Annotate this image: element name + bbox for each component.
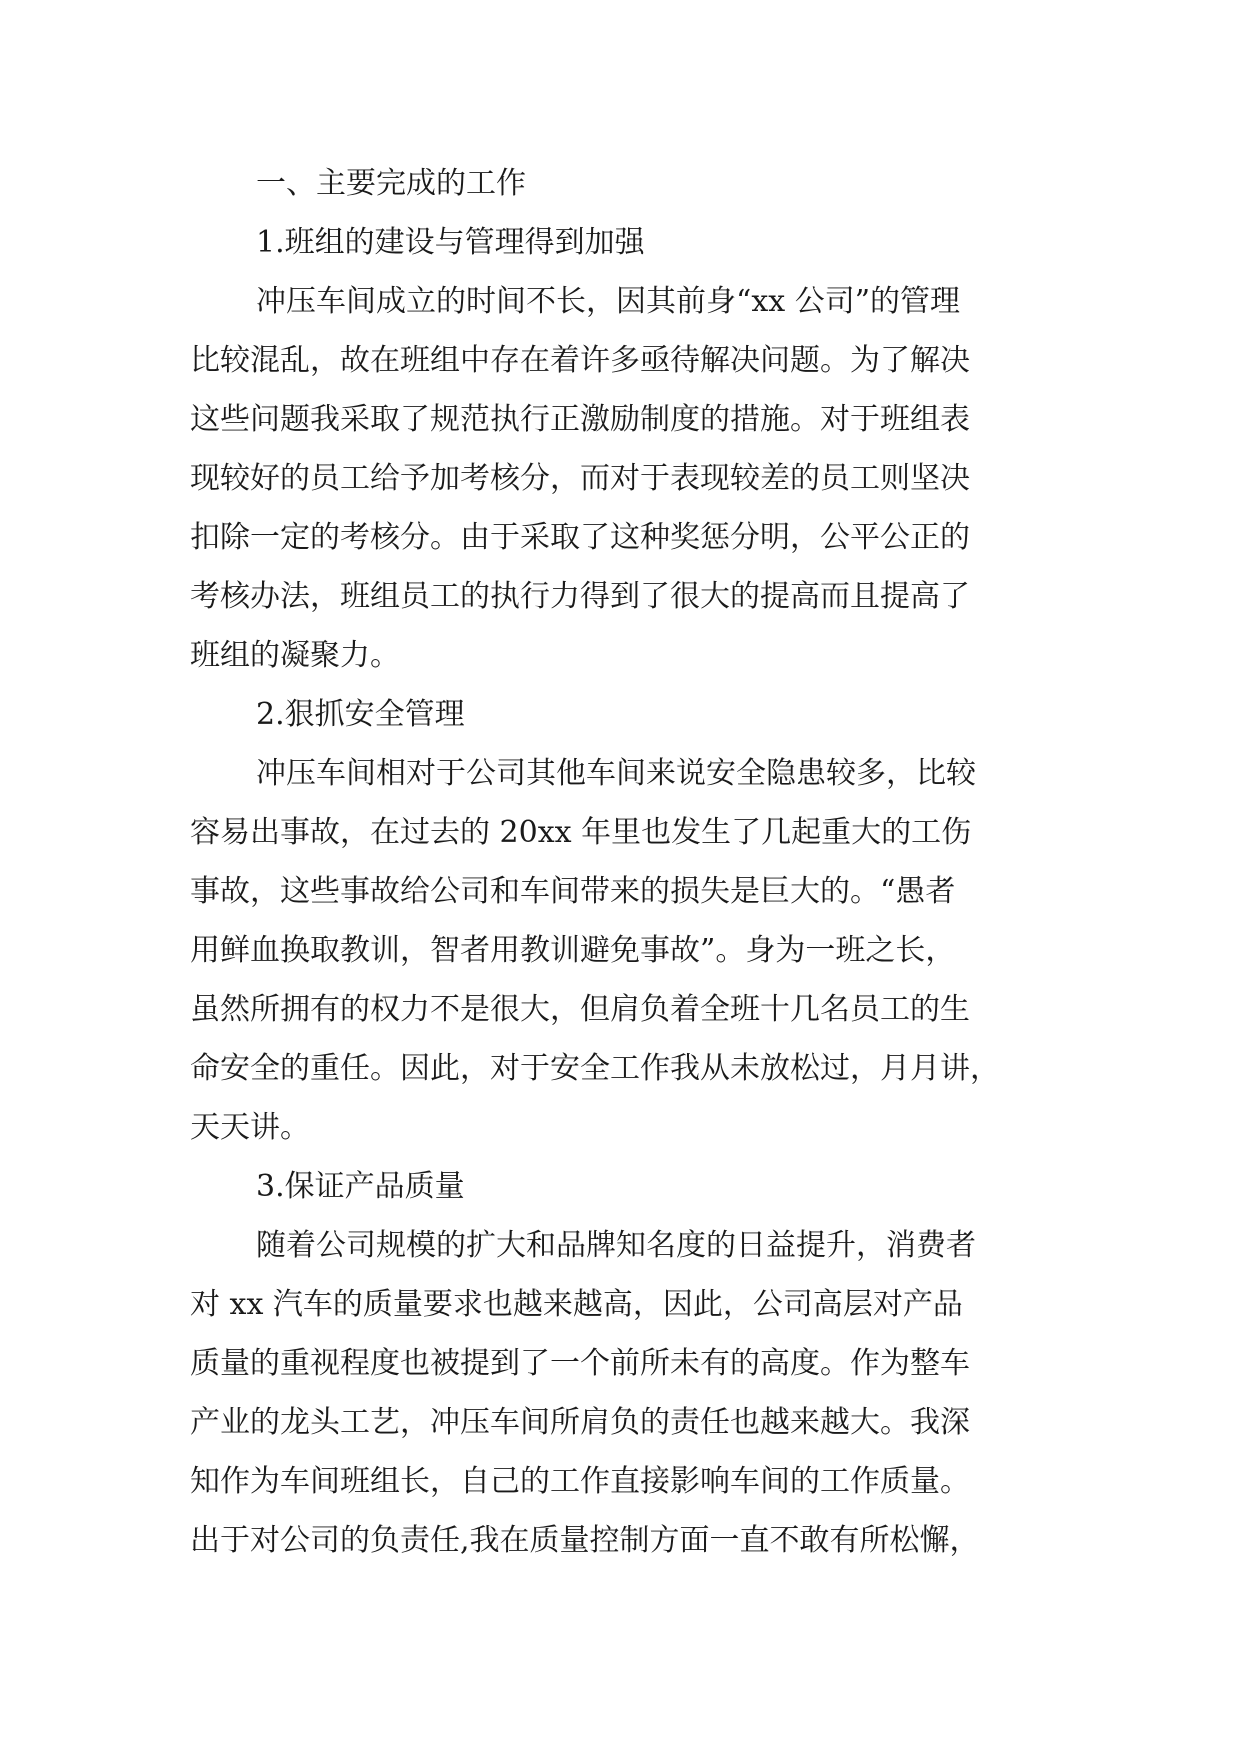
paragraph-line: 事故，这些事故给公司和车间带来的损失是巨大的。“愚者 bbox=[190, 874, 956, 909]
paragraph-line: 扣除一定的考核分。由于采取了这种奖惩分明，公平公正的 bbox=[190, 520, 970, 555]
paragraph-line: 随着公司规模的扩大和品牌知名度的日益提升，消费者 bbox=[256, 1228, 976, 1263]
paragraph-line: 考核办法，班组员工的执行力得到了很大的提高而且提高了 bbox=[190, 579, 970, 614]
subsection-heading: 3.保证产品质量 bbox=[256, 1169, 465, 1204]
paragraph-line: 产业的龙头工艺，冲压车间所肩负的责任也越来越大。我深 bbox=[190, 1405, 970, 1440]
paragraph-line: 容易出事故，在过去的 20xx 年里也发生了几起重大的工伤 bbox=[190, 815, 972, 850]
paragraph-line: 冲压车间相对于公司其他车间来说安全隐患较多，比较 bbox=[256, 756, 976, 791]
paragraph-line: 用鲜血换取教训，智者用教训避免事故”。身为一班之长， bbox=[190, 933, 956, 968]
subsection-heading: 2.狠抓安全管理 bbox=[256, 697, 465, 732]
paragraph-line: 比较混乱，故在班组中存在着许多亟待解决问题。为了解决 bbox=[190, 343, 970, 378]
section-heading: 一、主要完成的工作 bbox=[256, 166, 526, 201]
paragraph-line: 虽然所拥有的权力不是很大，但肩负着全班十几名员工的生 bbox=[190, 992, 970, 1027]
paragraph-line: 质量的重视程度也被提到了一个前所未有的高度。作为整车 bbox=[190, 1346, 970, 1381]
paragraph-line: 出于对公司的负责任,我在质量控制方面一直不敢有所松懈， bbox=[190, 1523, 980, 1558]
paragraph-line: 现较好的员工给予加考核分，而对于表现较差的员工则坚决 bbox=[190, 461, 970, 496]
paragraph-line: 班组的凝聚力。 bbox=[190, 638, 400, 673]
paragraph-line: 冲压车间成立的时间不长，因其前身“xx 公司”的管理 bbox=[256, 284, 961, 319]
paragraph-line: 对 xx 汽车的质量要求也越来越高，因此，公司高层对产品 bbox=[190, 1287, 963, 1322]
subsection-heading: 1.班组的建设与管理得到加强 bbox=[256, 225, 645, 260]
paragraph-line: 天天讲。 bbox=[190, 1110, 310, 1145]
paragraph-line: 知作为车间班组长，自己的工作直接影响车间的工作质量。 bbox=[190, 1464, 970, 1499]
paragraph-line: 命安全的重任。因此，对于安全工作我从未放松过，月月讲， bbox=[190, 1051, 1000, 1086]
paragraph-line: 这些问题我采取了规范执行正激励制度的措施。对于班组表 bbox=[190, 402, 970, 437]
